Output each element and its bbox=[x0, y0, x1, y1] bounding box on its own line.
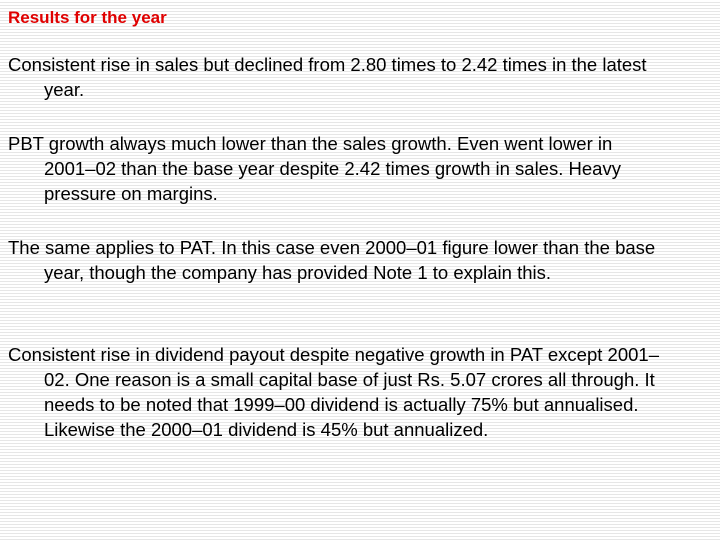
paragraph-pat: The same applies to PAT. In this case even 2000–01 figure lower than the base year, though the company has provided Note 1 to explain this. bbox=[8, 237, 656, 283]
paragraph-pbt: PBT growth always much lower than the sales growth. Even went lower in 2001–02 than the base year despite 2.42 times growth in sales. Heavy pressure on margins. bbox=[8, 133, 621, 204]
slide-title: Results for the year bbox=[8, 8, 167, 27]
paragraph-dividend: Consistent rise in dividend payout despite negative growth in PAT except 2001–02. One reason is a small capital base of just Rs. 5.07 crores all through. It needs to be noted that 1999–00 dividend is actually 75% but annualised. Likewise the 2000–01 dividend is 45% but annualized. bbox=[8, 344, 659, 440]
paragraph-sales: Consistent rise in sales but declined from 2.80 times to 2.42 times in the latest year. bbox=[8, 54, 647, 100]
